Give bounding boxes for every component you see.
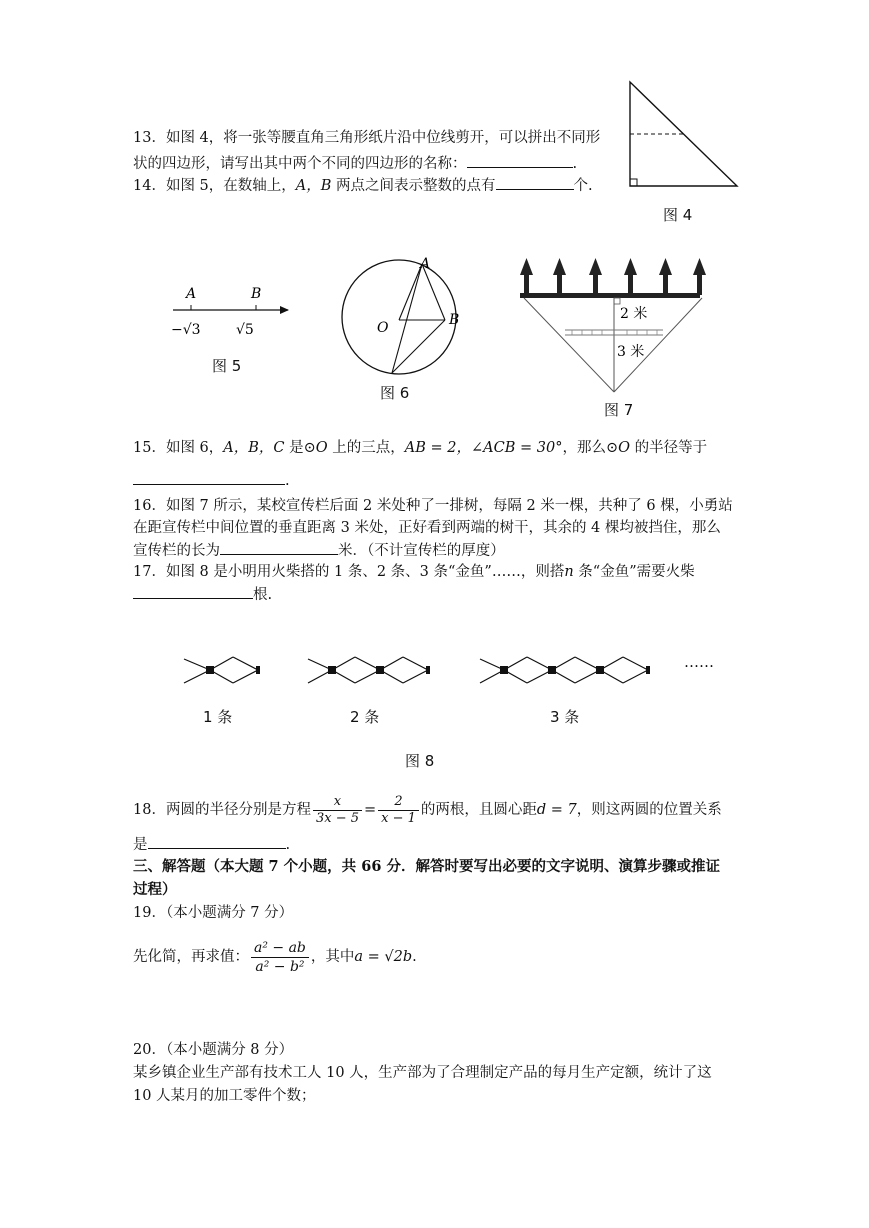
q19-fraction	[251, 939, 309, 976]
q19-text: 先化简，再求值：	[133, 949, 249, 965]
q18-fraction-1	[313, 794, 362, 827]
q18-text2: 的两根，且圆心距	[420, 802, 537, 818]
q15-answer-blank[interactable]	[133, 470, 285, 485]
q19-title: 19．（本小题满分 7 分）	[133, 905, 294, 921]
fig5-value-b: √5	[236, 322, 254, 338]
q17-n: n	[564, 564, 574, 580]
q18-eq: =	[363, 802, 377, 818]
figure-7-trees	[512, 255, 717, 400]
q18-frac1-num: x	[313, 794, 362, 811]
figure-6-circle	[335, 252, 470, 377]
figure-8-caption: 图 8	[405, 752, 435, 770]
q15-o2: O	[618, 440, 631, 456]
q14-ab: A，B	[295, 178, 332, 194]
q15-end: .	[285, 473, 290, 489]
q15-text: 15．如图 6，	[133, 440, 224, 456]
q15-text3: 上的三点，	[327, 440, 405, 456]
fig6-label-o: O	[377, 320, 389, 336]
q20-title: 20．（本小题满分 8 分）	[133, 1042, 294, 1058]
q15-text2: 是⊙	[284, 440, 316, 456]
figure-5-number-line	[168, 280, 298, 345]
q14-line	[133, 175, 593, 196]
q13-line2	[133, 153, 577, 174]
q18-text3: ，则这两圆的位置关系	[576, 802, 722, 818]
q16-line3	[133, 540, 505, 561]
q18-line2	[133, 834, 290, 855]
figure-6-caption: 图 6	[380, 384, 410, 402]
q17-text: 17．如图 8 是小明用火柴搭的 1 条、2 条、3 条“金鱼”……，则搭	[133, 564, 565, 580]
q19-text2: ，其中	[310, 949, 355, 965]
q18-frac1-den: 3x − 5	[315, 810, 359, 826]
q18-fraction-2	[378, 794, 419, 827]
q16-line1: 16．如图 7 所示，某校宣传栏后面 2 米处种了一排树，每隔 2 米一棵，共种了 6 棵，小勇站	[133, 498, 733, 514]
q19-body	[133, 937, 417, 977]
q16-line3-end: 米．（不计宣传栏的厚度）	[338, 543, 505, 559]
section-3-heading-line2: 过程）	[133, 881, 177, 898]
figure-4-triangle	[622, 78, 744, 193]
q18-text1: 18．两圆的半径分别是方程	[133, 802, 311, 818]
figure-5-caption: 图 5	[212, 357, 242, 375]
q17-line2	[133, 584, 272, 605]
q18-line1	[133, 793, 722, 827]
q14-answer-blank[interactable]	[496, 175, 574, 190]
q16-line3-text: 宣传栏的长为	[133, 543, 220, 559]
section-3-heading-line1: 三、解答题（本大题 7 个小题，共 66 分．解答时要写出必要的文字说明、演算步骤或推证	[133, 858, 720, 875]
q15-line2	[133, 470, 290, 491]
fig7-label-2m: 2 米	[620, 306, 648, 322]
q16-answer-blank[interactable]	[220, 540, 338, 555]
fig7-label-3m: 3 米	[617, 344, 645, 360]
fig5-value-a: −√3	[171, 322, 201, 338]
q15-line1	[133, 438, 707, 458]
q13-line2-text: 状的四边形，请写出其中两个不同的四边形的名称：	[133, 156, 467, 172]
q18-answer-blank[interactable]	[148, 834, 286, 849]
q18-frac2-den: x − 1	[381, 810, 416, 826]
figure-8-fish	[180, 645, 680, 695]
q20-line2: 10 人某月的加工零件个数；	[133, 1088, 316, 1104]
fig8-label-3: 3 条	[550, 708, 580, 726]
q18-end: .	[285, 837, 291, 853]
q20-line1: 某乡镇企业生产部有技术工人 10 人，生产部为了合理制定产品的每月生产定额，统计了这	[133, 1065, 712, 1081]
q17-answer-blank[interactable]	[133, 584, 253, 599]
fig5-label-a: A	[186, 286, 197, 302]
q15-text5: 的半径等于	[630, 440, 708, 456]
q17-end: 根.	[253, 587, 273, 603]
q19-frac-den: a² − b²	[255, 958, 305, 975]
figure-7-caption: 图 7	[604, 401, 634, 419]
q18-d: d = 7	[536, 802, 577, 818]
fig6-label-a: A	[420, 256, 431, 272]
q15-points: A，B，C	[223, 440, 285, 456]
q13-line1: 13．如图 4，将一张等腰直角三角形纸片沿中位线剪开，可以拼出不同形	[133, 130, 601, 146]
q15-text4: ，那么⊙	[562, 440, 619, 456]
fig8-label-2: 2 条	[350, 708, 380, 726]
q17-text2: 条“金鱼”需要火柴	[573, 564, 695, 580]
q15-ab-eq: AB = 2	[404, 440, 457, 456]
q13-answer-blank[interactable]	[467, 153, 573, 168]
q15-angle: ，∠ACB = 30°	[456, 440, 563, 456]
q19-frac-num: a² − ab	[251, 939, 309, 958]
q19-cond: a = √2b	[354, 949, 413, 965]
q18-line2-text: 是	[133, 837, 148, 853]
fig8-ellipsis: ……	[684, 653, 714, 671]
fig5-label-b: B	[251, 286, 262, 302]
fig6-label-b: B	[449, 312, 460, 328]
q15-o: O	[315, 440, 328, 456]
q14-end: 个.	[573, 178, 593, 194]
fig8-label-1: 1 条	[203, 708, 233, 726]
figure-4-caption: 图 4	[663, 206, 693, 224]
q17-line1	[133, 562, 695, 582]
q14-text: 14．如图 5，在数轴上，	[133, 178, 296, 194]
q18-frac2-num: 2	[378, 794, 419, 811]
q19-end: .	[412, 949, 417, 965]
q14-text2: 两点之间表示整数的点有	[331, 178, 496, 194]
q13-end: .	[572, 156, 578, 172]
q16-line2: 在距宣传栏中间位置的垂直距离 3 米处，正好看到两端的树干，其余的 4 棵均被挡住，那么	[133, 520, 721, 536]
